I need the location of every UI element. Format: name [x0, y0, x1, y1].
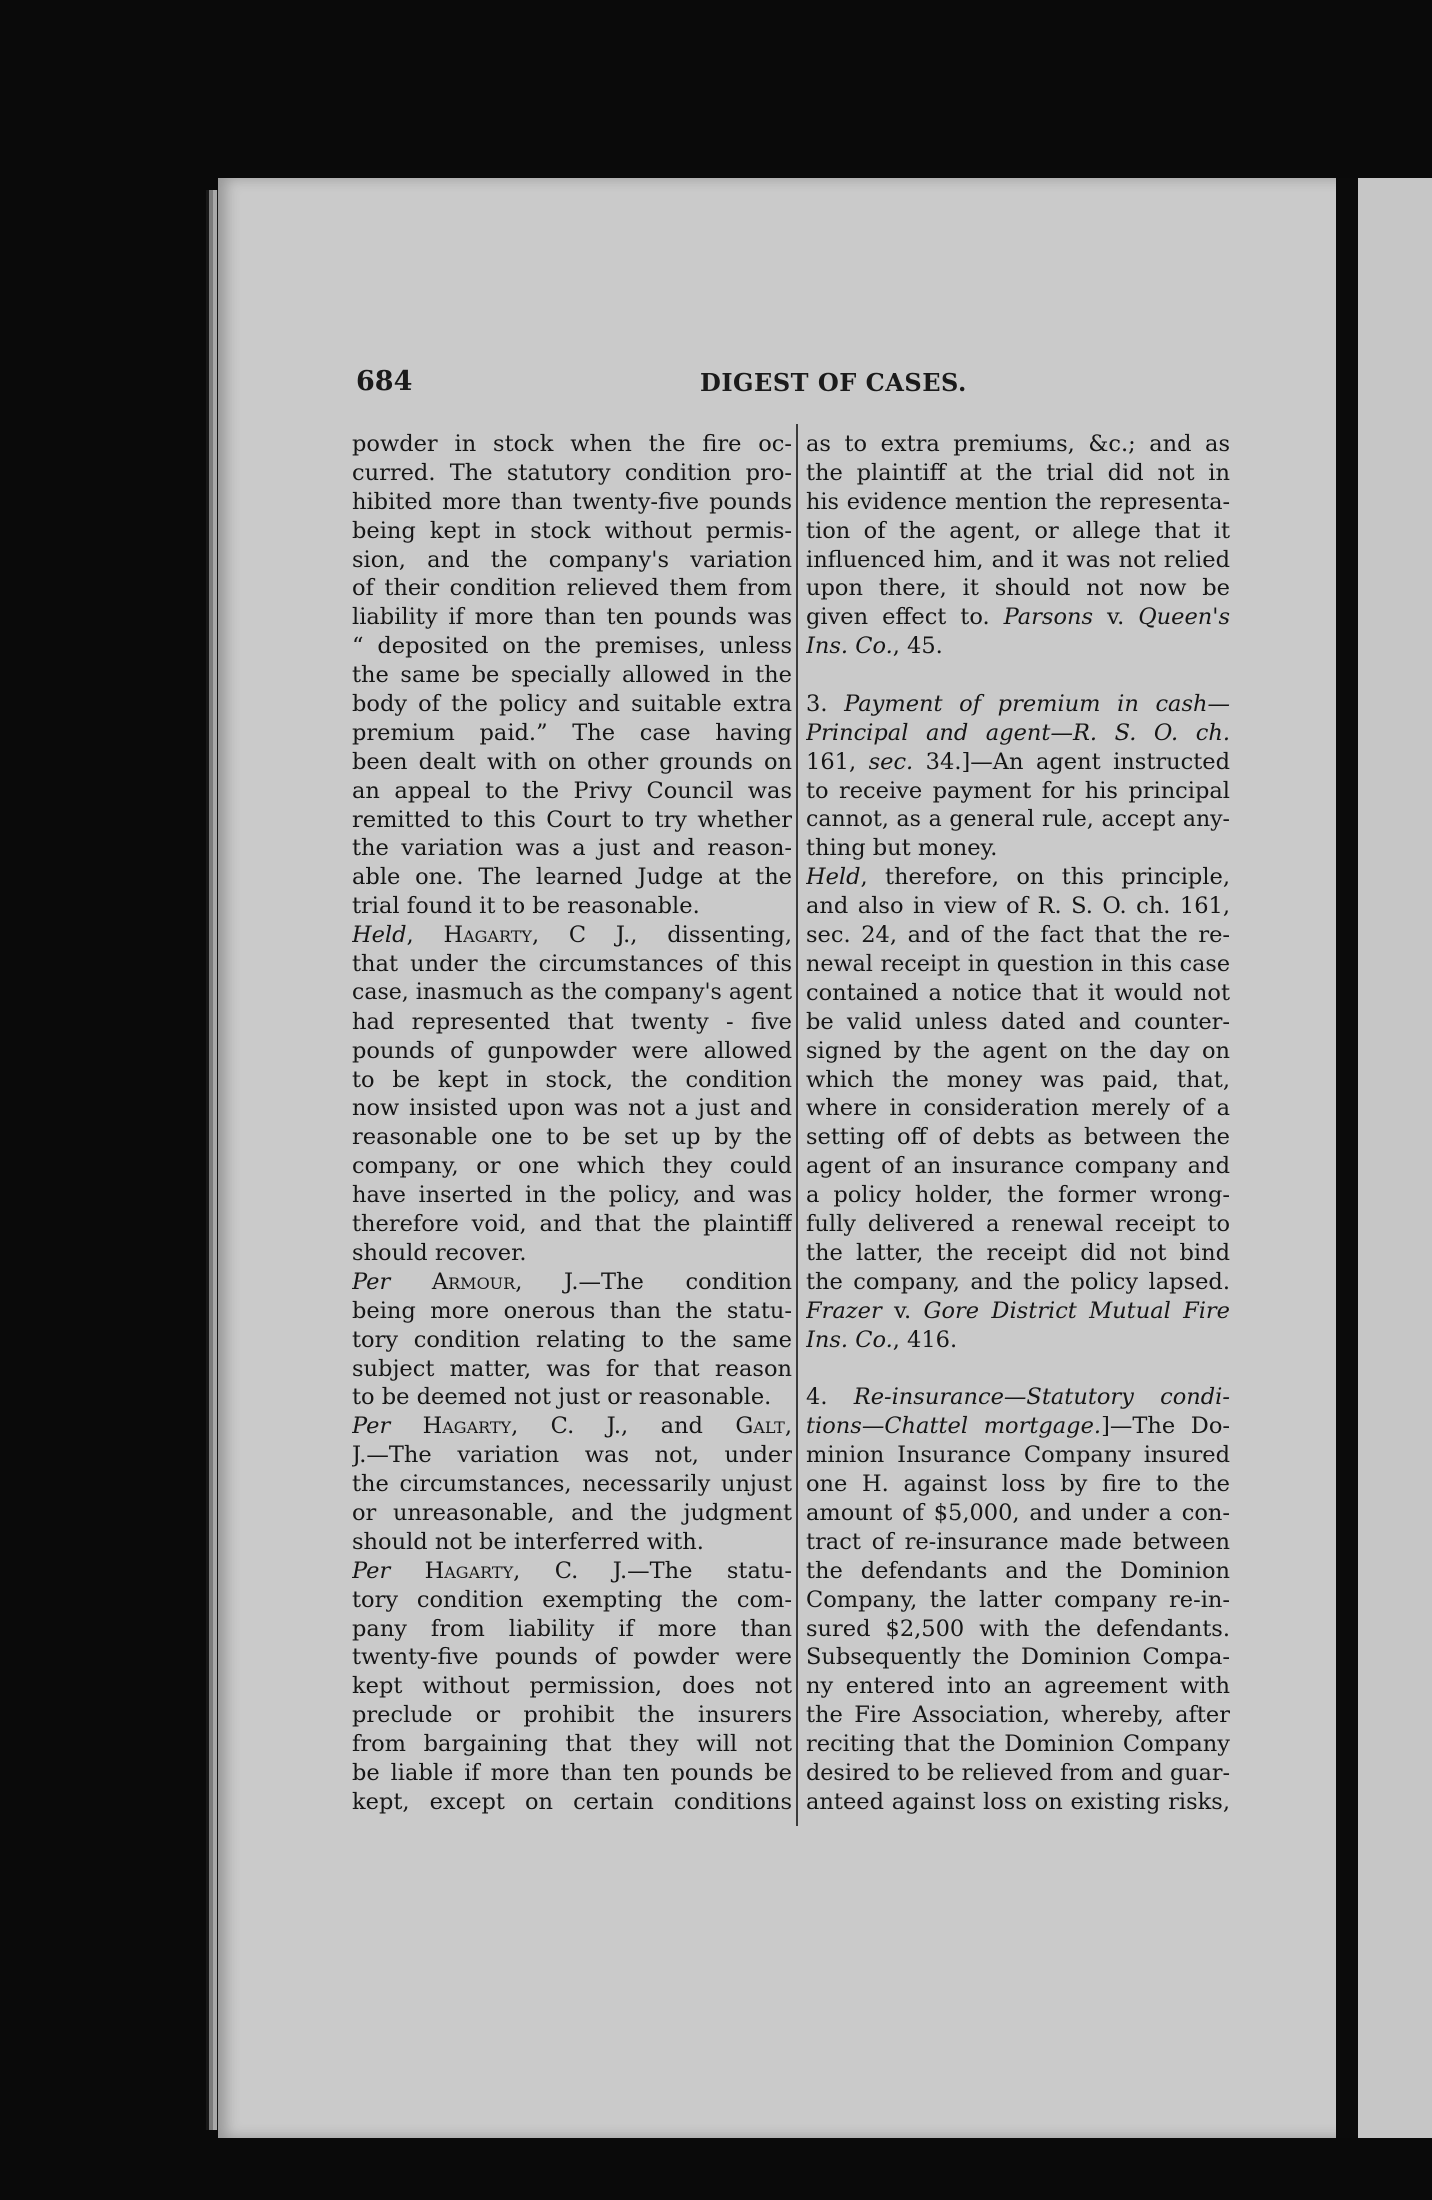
text-line: should not be interferred with. — [352, 1528, 704, 1555]
text-line: amount of $5,000, and under a con- — [806, 1499, 1230, 1526]
text-line: ny entered into an agreement with — [806, 1673, 1230, 1700]
text-line: Per Armour, J.—The condition — [352, 1268, 792, 1295]
text-line: being more onerous than the statu- — [352, 1297, 792, 1324]
text-line: pounds of gunpowder were allowed — [352, 1037, 792, 1064]
text-line: Per Hagarty, C. J., and Galt, — [352, 1413, 792, 1440]
text-line: Per Hagarty, C. J.—The statu- — [352, 1557, 792, 1584]
text-line: Held, therefore, on this principle, — [806, 864, 1230, 891]
text-line: be valid unless dated and counter- — [806, 1008, 1230, 1035]
text-line: kept, except on certain conditions — [352, 1788, 792, 1815]
text-line: Company, the latter company re-in- — [806, 1586, 1230, 1613]
text-line: premium paid.” The case having — [352, 719, 792, 746]
text-line: tions—Chattel mortgage.]—The Do- — [806, 1413, 1230, 1440]
text-line: tory condition relating to the same — [352, 1326, 792, 1353]
text-line: Subsequently the Dominion Compa- — [806, 1644, 1230, 1671]
text-line: Ins. Co., 416. — [806, 1326, 958, 1353]
text-line: “ deposited on the premises, unless — [352, 633, 792, 660]
column-divider — [796, 424, 798, 1826]
text-line: influenced him, and it was not relied — [806, 546, 1230, 573]
text-line: 4. Re-insurance—Statutory condi- — [806, 1384, 1230, 1411]
text-line: reasonable one to be set up by the — [352, 1124, 792, 1151]
text-line: liability if more than ten pounds was — [352, 604, 792, 631]
text-line: hibited more than twenty-five pounds — [352, 488, 792, 515]
text-line: reciting that the Dominion Company — [806, 1731, 1230, 1758]
text-line: given effect to. Parsons v. Queen's — [806, 604, 1230, 631]
text-line: the circumstances, necessarily unjust — [352, 1471, 792, 1498]
text-line: pany from liability if more than — [352, 1615, 792, 1642]
text-line: as to extra premiums, &c.; and as — [806, 431, 1230, 457]
text-line: the variation was a just and reason- — [352, 835, 792, 862]
text-line: which the money was paid, that, — [806, 1066, 1230, 1093]
text-line: contained a notice that it would not — [806, 979, 1230, 1006]
right-column — [806, 430, 1230, 1817]
text-line: company, or one which they could — [352, 1153, 792, 1180]
text-line: powder in stock when the fire oc- — [352, 431, 792, 457]
left-column — [352, 430, 792, 1817]
text-line: fully delivered a renewal receipt to — [806, 1211, 1230, 1238]
text-line: to receive payment for his principal — [806, 777, 1230, 804]
text-line: to be kept in stock, the condition — [352, 1066, 792, 1093]
text-line: 161, sec. 34.]—An agent instructed — [806, 748, 1230, 775]
text-line: sured $2,500 with the defendants. — [806, 1615, 1230, 1642]
text-line: a policy holder, the former wrong- — [806, 1182, 1230, 1209]
text-line: curred. The statutory condition pro- — [352, 459, 792, 486]
text-line: twenty-five pounds of powder were — [352, 1644, 792, 1671]
text-line: desired to be relieved from and guar- — [806, 1759, 1230, 1786]
text-line: from bargaining that they will not — [352, 1731, 792, 1758]
text-line: kept without permission, does not — [352, 1673, 792, 1700]
text-line: tion of the agent, or allege that it — [806, 517, 1230, 544]
running-head: DIGEST OF CASES. — [700, 368, 967, 397]
text-line: subject matter, was for that reason — [352, 1355, 792, 1382]
text-line: that under the circumstances of this — [352, 951, 792, 978]
text-line: had represented that twenty - five — [352, 1008, 792, 1035]
text-line: being kept in stock without permis- — [352, 517, 792, 544]
text-line: to be deemed not just or reasonable. — [352, 1384, 772, 1411]
text-line: 3. Payment of premium in cash— — [806, 691, 1230, 718]
text-line: Frazer v. Gore District Mutual Fire — [806, 1297, 1230, 1324]
text-line: should recover. — [352, 1239, 527, 1266]
text-line: body of the policy and suitable extra — [352, 691, 792, 718]
text-line: setting off of debts as between the — [806, 1124, 1230, 1151]
text-line: the plaintiff at the trial did not in — [806, 459, 1230, 486]
text-line: anteed against loss on existing risks, — [806, 1788, 1230, 1815]
text-line: therefore void, and that the plaintiff — [352, 1211, 792, 1238]
text-line: or unreasonable, and the judgment — [352, 1499, 792, 1526]
text-line: Principal and agent—R. S. O. ch. — [806, 719, 1230, 746]
text-line: have inserted in the policy, and was — [352, 1182, 792, 1209]
text-line: able one. The learned Judge at the — [352, 864, 792, 891]
text-line: be liable if more than ten pounds be — [352, 1759, 792, 1786]
text-line: upon there, it should not now be — [806, 575, 1230, 602]
text-line: newal receipt in question in this case — [806, 951, 1230, 978]
text-line: preclude or prohibit the insurers — [352, 1702, 792, 1729]
page-gutter-shadow — [1336, 178, 1358, 2138]
text-line: Held, Hagarty, C J., dissenting, — [352, 922, 792, 949]
paragraph-gap — [806, 1355, 1230, 1384]
text-line: sec. 24, and of the fact that the re- — [806, 922, 1230, 949]
facing-page-edge — [1358, 178, 1432, 2138]
text-line: the company, and the policy lapsed. — [806, 1268, 1230, 1295]
text-line: the defendants and the Dominion — [806, 1557, 1230, 1584]
text-line: tory condition exempting the com- — [352, 1586, 792, 1613]
text-line: now insisted upon was not a just and — [352, 1095, 792, 1122]
text-line: the latter, the receipt did not bind — [806, 1239, 1230, 1266]
text-line: an appeal to the Privy Council was — [352, 777, 792, 804]
text-line: tract of re-insurance made between — [806, 1528, 1230, 1555]
text-line: and also in view of R. S. O. ch. 161, — [806, 893, 1230, 920]
text-line: of their condition relieved them from — [352, 575, 792, 602]
text-line: the Fire Association, whereby, after — [806, 1702, 1230, 1729]
text-line: one H. against loss by fire to the — [806, 1471, 1230, 1498]
text-line: signed by the agent on the day on — [806, 1037, 1230, 1064]
text-line: J.—The variation was not, under — [352, 1442, 792, 1469]
text-line: the same be specially allowed in the — [352, 662, 792, 689]
text-line: his evidence mention the representa- — [806, 488, 1230, 515]
text-line: case, inasmuch as the company's agent — [352, 979, 792, 1005]
paragraph-gap — [806, 661, 1230, 690]
text-line: trial found it to be reasonable. — [352, 893, 700, 920]
text-line: been dealt with on other grounds on — [352, 748, 792, 775]
text-line: where in consideration merely of a — [806, 1095, 1230, 1122]
text-line: thing but money. — [806, 835, 998, 862]
text-line: agent of an insurance company and — [806, 1153, 1230, 1180]
text-line: Ins. Co., 45. — [806, 633, 943, 660]
text-line: minion Insurance Company insured — [806, 1442, 1230, 1469]
text-line: cannot, as a general rule, accept any- — [806, 806, 1230, 832]
text-line: sion, and the company's variation — [352, 546, 792, 573]
page-number: 684 — [356, 366, 413, 397]
text-line: remitted to this Court to try whether — [352, 806, 792, 833]
